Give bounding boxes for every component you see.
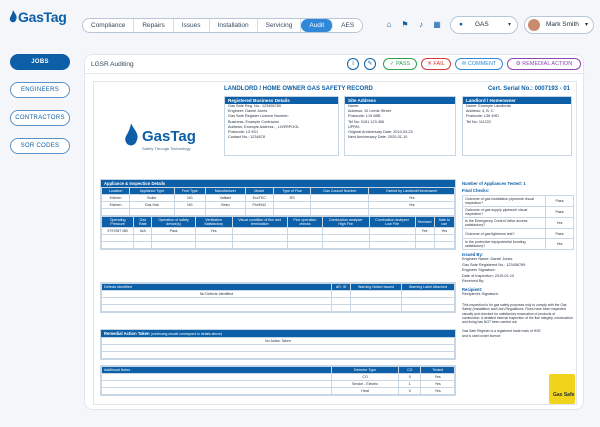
chevron-down-icon: ▾ xyxy=(584,22,588,28)
edit-icon[interactable]: ✎ xyxy=(364,58,376,70)
inspection-statement: This inspection is for gas safety purposes only to comply with the Gas Safety (Installation and Use) Regulations. Flues have been inspected visually and checked for satisfactory evacuation of products of combustion. A detailed internal inspection of the flue integrity, construction and lining has NOT been carried out. xyxy=(462,303,573,325)
site-line: Postcode: L19 6BB xyxy=(348,114,381,119)
table-cell: 1 xyxy=(399,381,421,388)
column-header: Combustion analyser Low Fire xyxy=(369,217,415,228)
landlord-line: Postcode: L36 4HD xyxy=(466,114,499,119)
issued-by-heading: Issued By: xyxy=(462,252,484,257)
business-line: Address: Example Address, , LIVERPOOL xyxy=(228,124,300,129)
flame-icon xyxy=(122,122,140,150)
grid-icon[interactable]: ▦ xyxy=(433,20,441,29)
business-line: Postcode: L3 9SJ xyxy=(228,130,258,135)
flame-small-icon: ● xyxy=(459,21,463,28)
table-cell: No Action Taken xyxy=(102,338,455,345)
fail-label: FAIL xyxy=(433,61,445,67)
table-cell: RS xyxy=(273,195,310,202)
table-cell: Yes xyxy=(434,228,454,235)
table-cell: Pro9942 xyxy=(245,202,273,209)
column-header: Operating Pressure xyxy=(102,217,134,228)
column-header: Type of Flue xyxy=(273,188,310,195)
recipient-line: Received By: xyxy=(462,279,485,283)
fail-button[interactable]: ✕ FAIL xyxy=(421,58,451,70)
divider xyxy=(85,73,585,74)
issued-line: Gas Safe Registered No.: 123456789 xyxy=(462,262,526,267)
table-cell: Boiler xyxy=(130,195,175,202)
table-cell: Yes xyxy=(415,228,434,235)
table-cell: 0 xyxy=(399,374,421,381)
check-question: Is the Emergency Control Valve access satisfactory? xyxy=(463,218,546,229)
gas-safe-logo xyxy=(549,374,575,404)
landlord-line: Name: Example Landlords xyxy=(466,104,511,108)
business-line: Contact No.: 1234678 xyxy=(228,135,265,140)
issued-line: Date of Inspection: 2019-01-10 xyxy=(462,273,515,278)
appliance-table xyxy=(100,179,456,250)
tab-issues[interactable]: Issues xyxy=(174,19,210,32)
remedial-heading-text: Remedial Action Taken xyxy=(104,331,150,336)
business-line: Engineer: Daniel Jones xyxy=(228,109,268,114)
table-row xyxy=(102,195,455,202)
pass-label: PASS xyxy=(395,61,411,67)
table-cell: Yes xyxy=(421,381,455,388)
site-line: Original Anniversary Date: 2019-03-23 xyxy=(348,130,413,135)
page-title: LGSR Auditing xyxy=(91,61,134,68)
tab-compliance[interactable]: Compliance xyxy=(83,19,134,32)
flame-icon xyxy=(8,10,18,24)
table-cell: Kitchen xyxy=(102,202,130,209)
check-question: Outcome of gas installation pipework visual inspection? xyxy=(463,196,546,207)
table-cell xyxy=(369,228,415,235)
sidebar-item-sor-codes[interactable]: SOR CODES xyxy=(10,138,70,154)
comment-button[interactable]: ✉ COMMENT xyxy=(455,58,503,70)
user-menu[interactable] xyxy=(524,16,594,34)
bell-icon[interactable]: ♪ xyxy=(419,20,423,29)
site-address xyxy=(344,96,456,156)
column-header: Gas Rate xyxy=(134,217,152,228)
check-answer: Pass xyxy=(546,207,574,218)
column-header: Combustion analyser High Fire xyxy=(322,217,369,228)
business-line: Business: Example Contractor xyxy=(228,119,280,124)
tab-servicing[interactable]: Servicing xyxy=(258,19,302,32)
column-header: Serviced xyxy=(415,217,434,228)
issued-line: Engineer Name: Daniel Jones xyxy=(462,257,513,261)
table-cell: Kitchen xyxy=(102,195,130,202)
gas-safety-record xyxy=(93,81,577,405)
final-checks-panel xyxy=(462,179,574,338)
column-header: Detector Type xyxy=(332,367,399,374)
header-icons xyxy=(383,19,443,31)
user-name: Mark Smith xyxy=(546,21,579,28)
column-header: Ventilation Satisfactory xyxy=(195,217,232,228)
remedial-label: REMEDIAL ACTION xyxy=(522,61,573,67)
column-header: Appliance Type xyxy=(130,188,175,195)
table-cell: Yes xyxy=(369,202,455,209)
table-cell xyxy=(311,202,369,209)
site-line: Next Anniversary Date: 2020-01-10 xyxy=(348,135,408,140)
table-cell: CO xyxy=(332,374,399,381)
chevron-down-icon: ▾ xyxy=(507,22,511,28)
notes-table xyxy=(100,365,456,396)
column-header: Defects Identified xyxy=(102,284,332,291)
record-logo-word: GasTag xyxy=(142,128,196,145)
table-cell xyxy=(273,202,310,209)
sidebar-item-contractors[interactable]: CONTRACTORS xyxy=(10,110,70,126)
remedial-action-button[interactable]: ⚙ REMEDIAL ACTION xyxy=(507,58,581,70)
table-cell: Beko xyxy=(206,202,246,209)
site-line: Tel No: 0151 123 456 xyxy=(348,119,385,124)
remedial-subtext: (continuing should correspond to details above) xyxy=(150,332,223,336)
check-question: Outcome of gas supply pipework visual inspection? xyxy=(463,207,546,218)
column-header: Additional Notes xyxy=(102,367,332,374)
table-cell xyxy=(311,195,369,202)
column-header: Warning Notice Issued xyxy=(351,284,402,291)
defects-table xyxy=(100,282,456,313)
fuel-type-value: GAS xyxy=(475,21,489,28)
site-line: Address: 10 Leeds Street xyxy=(348,109,391,114)
table-cell: Pass xyxy=(152,228,195,235)
record-logo-tagline: Safety Through Technology xyxy=(142,146,191,151)
landlord-line: Tel No: 111222 xyxy=(466,119,491,124)
flag-icon[interactable]: ⚑ xyxy=(401,20,409,29)
column-header: Safe to use xyxy=(434,217,454,228)
table-cell xyxy=(287,228,322,235)
remedial-heading xyxy=(101,330,455,337)
table-cell: 0 xyxy=(399,388,421,395)
final-checks-table xyxy=(462,195,574,250)
sidebar-item-jobs[interactable]: JOBS xyxy=(10,54,70,70)
recipient-heading: Recipient: xyxy=(462,286,483,292)
audit-panel xyxy=(84,54,584,410)
final-checks-heading: Final Checks: xyxy=(462,188,490,193)
tab-audit[interactable]: Audit xyxy=(301,19,333,32)
appliance-heading: Appliance & Inspection Details xyxy=(101,180,455,187)
column-header: Manufacturer xyxy=(206,188,246,195)
pass-button[interactable]: ✓ PASS xyxy=(383,58,417,70)
recipient-line: Recipient's Signature: xyxy=(462,291,499,296)
table-cell: No Defects Identified xyxy=(102,291,332,298)
table-cell: 9797987 MB xyxy=(102,228,134,235)
record-title: LANDLORD / HOME OWNER GAS SAFETY RECORD xyxy=(224,86,373,92)
column-header: Tested xyxy=(421,367,455,374)
record-logo xyxy=(102,102,217,172)
table-cell: NG xyxy=(174,202,205,209)
column-header: CO xyxy=(399,367,421,374)
cert-serial: Cert. Serial No.: 0007193 - 01 xyxy=(487,86,570,92)
comment-label: COMMENT xyxy=(467,61,497,67)
gastag-logo[interactable] xyxy=(8,9,67,25)
check-answer: Pass xyxy=(546,196,574,207)
check-answer: Yes xyxy=(546,239,574,250)
business-line: Gas Safe Reg. No.: 123456789 xyxy=(228,104,281,108)
column-header: Warning Label Attached xyxy=(401,284,454,291)
module-tabs xyxy=(82,18,363,33)
trademark-notice: Gas Safe Register is a registered trade mark of HSE and is used under licence xyxy=(462,329,541,338)
gas-safe-logo-text: Gas Safe xyxy=(553,392,575,398)
table-row xyxy=(102,202,455,209)
tag-icon[interactable]: ⌂ xyxy=(386,20,392,29)
fuel-type-select[interactable] xyxy=(450,16,518,34)
table-cell: Smoke - Electric xyxy=(332,381,399,388)
table-cell: Yes xyxy=(195,228,232,235)
check-answer: Yes xyxy=(546,218,574,229)
site-line: UPRN: xyxy=(348,124,360,129)
column-header: AR, ID xyxy=(332,284,351,291)
table-cell: Gas Hob xyxy=(130,202,175,209)
business-line: Gas Safe Register Licence Number: xyxy=(228,114,289,119)
landlord-details xyxy=(462,96,572,156)
check-question: Is the protective equipotential bonding satisfactory? xyxy=(463,239,546,250)
table-cell: NG xyxy=(174,195,205,202)
table-cell xyxy=(322,228,369,235)
table-cell: EcoTEC xyxy=(245,195,273,202)
table-cell: N/A xyxy=(134,228,152,235)
avatar xyxy=(528,19,540,31)
landlord-line: Address: 4, B, C xyxy=(466,109,494,114)
appliances-tested: Number of Appliances Tested: 1 xyxy=(462,181,526,186)
business-details xyxy=(224,96,339,156)
site-heading: Site Address xyxy=(345,97,455,104)
brand-name: GasTag xyxy=(18,9,67,25)
tab-repairs[interactable]: Repairs xyxy=(134,19,173,32)
check-question: Outcome of gas tightness test? xyxy=(463,229,546,239)
column-header: Model xyxy=(245,188,273,195)
table-cell: Yes xyxy=(369,195,455,202)
info-icon[interactable]: i xyxy=(347,58,359,70)
table-cell: Yes xyxy=(421,388,455,395)
column-header: Gas Council Number xyxy=(311,188,369,195)
sidebar-item-engineers[interactable]: ENGINEERS xyxy=(10,82,70,98)
table-row xyxy=(102,228,455,235)
tab-installation[interactable]: Installation xyxy=(210,19,258,32)
column-header: Location xyxy=(102,188,130,195)
table-cell: Heat xyxy=(332,388,399,395)
tab-aes[interactable]: AES xyxy=(341,22,355,29)
remedial-table xyxy=(100,329,456,360)
column-header: Owned by Landlord/Homeowner xyxy=(369,188,455,195)
table-cell xyxy=(232,228,287,235)
check-answer: Pass xyxy=(546,229,574,239)
column-header: Fuel Type xyxy=(174,188,205,195)
issued-line: Engineer Signature: xyxy=(462,268,496,272)
landlord-heading: Landlord / Homeowner xyxy=(463,97,571,104)
column-header: Visual condition of flue and termination xyxy=(232,217,287,228)
business-heading: Registered Business Details xyxy=(225,97,338,104)
table-cell: Vaillant xyxy=(206,195,246,202)
site-line: Name: xyxy=(348,104,360,108)
column-header: Flue operation checks xyxy=(287,217,322,228)
column-header: Operation of safety device(s) xyxy=(152,217,195,228)
table-cell: Yes xyxy=(421,374,455,381)
